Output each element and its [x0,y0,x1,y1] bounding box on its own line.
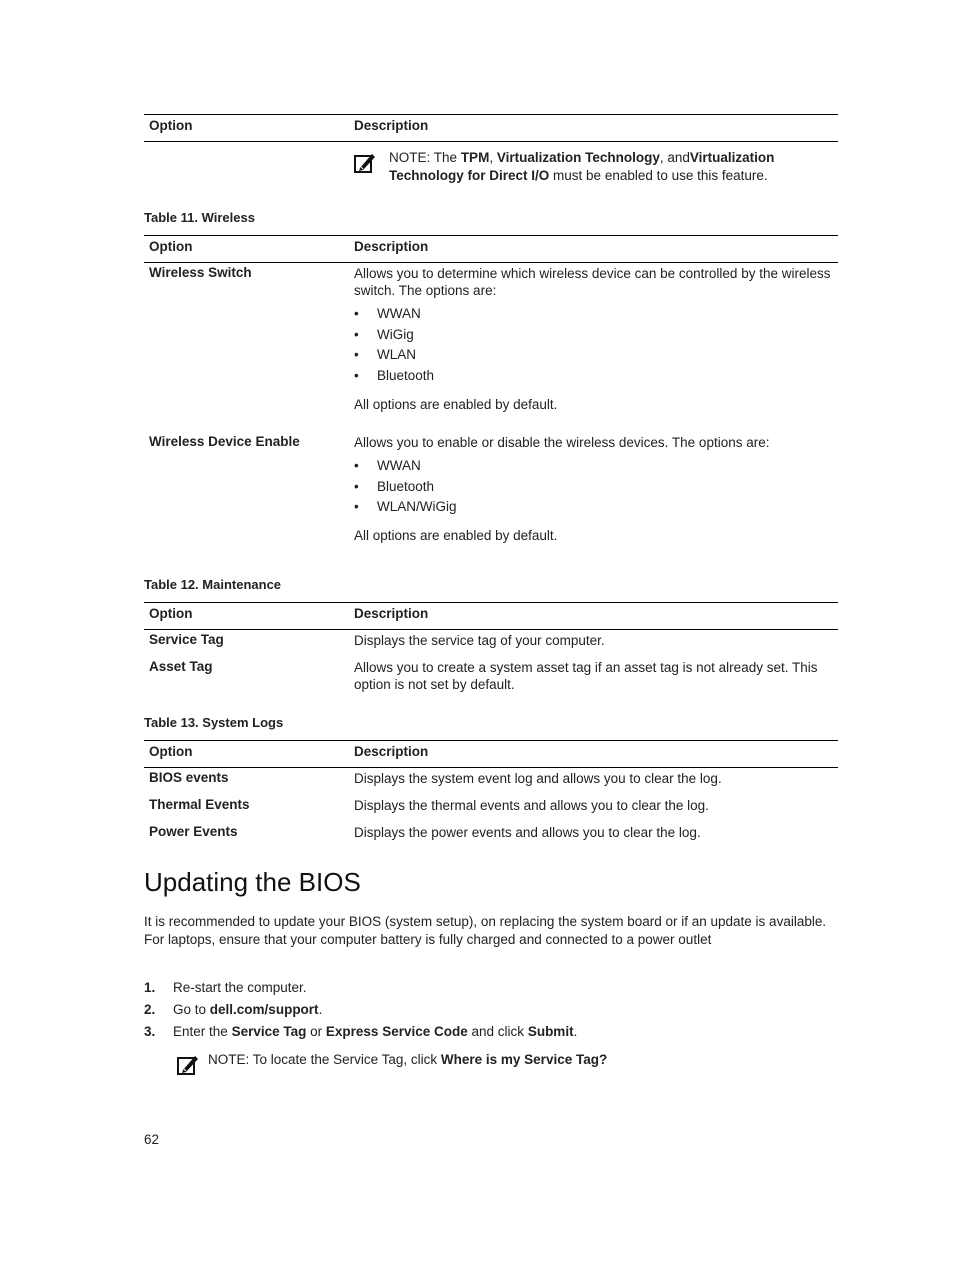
header-description: Description [354,118,429,133]
description-intro: Allows you to determine which wireless device can be controlled by the wireless switch. The options are: [354,266,831,298]
step-text-part: or [310,1024,323,1039]
list-item: • WiGig [354,325,834,346]
note-text-part: , [489,150,494,165]
top-table-header [144,114,838,142]
option-description [354,265,834,413]
top-table [144,114,838,183]
option-description: Displays the system event log and allows you to clear the log. [354,771,722,786]
option-description: Displays the service tag of your computer. [354,633,605,648]
step-text [173,1002,322,1017]
step-text-part: . [573,1024,578,1039]
header-option: Option [149,606,193,621]
note-bold-virtualization: Virtualization [689,150,775,165]
option-description [354,434,834,544]
description-footer: All options are enabled by default. [354,528,558,544]
header-option: Option [149,744,193,759]
option-name: Power Events [149,824,238,839]
step-bold-service-tag: Service Tag [231,1024,307,1039]
header-description: Description [354,239,429,254]
list-item: • WWAN [354,304,834,325]
option-description: Displays the thermal events and allows you to clear the log. [354,798,709,813]
option-name: Wireless Device Enable [149,434,300,449]
step-text: Re-start the computer. [173,980,307,995]
bios-note [208,1052,607,1067]
section-title: Updating the BIOS [144,867,361,897]
step-text-part: Enter the [173,1024,228,1039]
note-bold-tpm: TPM [460,150,490,165]
maintenance-table-header [144,602,838,630]
step-bold-submit: Submit [527,1024,574,1039]
list-item: • WWAN [354,456,834,477]
list-item: • Bluetooth [354,366,834,387]
header-description: Description [354,744,429,759]
step-text-part: . [318,1002,323,1017]
step-text [173,1024,577,1039]
note-label: NOTE: [389,150,431,165]
table-caption-wireless: Table 11. Wireless [144,210,255,225]
option-name: Wireless Switch [149,265,252,280]
note-text-part: The [433,150,458,165]
note-bold-vt: Virtualization Technology [496,150,660,165]
step-text-part: and click [471,1024,525,1039]
step-number: 1. [144,980,156,995]
page-number: 62 [144,1132,160,1147]
header-option: Option [149,239,193,254]
option-name: Thermal Events [149,797,250,812]
note-label: NOTE: [208,1052,250,1067]
option-name: Asset Tag [149,659,213,674]
table-caption-maintenance: Table 12. Maintenance [144,577,282,592]
option-description: Displays the power events and allows you to clear the log. [354,825,701,840]
support-link[interactable]: dell.com/support [209,1002,319,1017]
option-name: Service Tag [149,632,224,647]
description-footer: All options are enabled by default. [354,396,558,412]
step-number: 2. [144,1002,156,1017]
table-caption-system-logs: Table 13. System Logs [144,715,284,730]
service-tag-help-link[interactable]: Where is my Service Tag? [440,1052,608,1067]
description-intro: Allows you to enable or disable the wireless devices. The options are: [354,435,770,450]
wireless-table [144,235,838,544]
step-text-part: Go to [173,1002,207,1017]
list-item: • Bluetooth [354,477,834,498]
note-bold-direct-io: Technology for Direct I/O [389,168,550,183]
system-logs-table-header [144,740,838,768]
note-text [389,149,829,185]
step-number: 3. [144,1024,156,1039]
section-intro: It is recommended to update your BIOS (system setup), on replacing the system board or if an update is available. For laptops, ensure that your computer battery is fully charged and connected to a power outlet [144,914,827,947]
list-item: • WLAN/WiGig [354,497,834,518]
system-logs-table [144,740,838,840]
option-description: Allows you to create a system asset tag if an asset tag is not already set. This option is not set by default. [354,660,818,692]
header-description: Description [354,606,429,621]
pencil-note-icon [354,152,376,174]
note-text-part: , and [659,150,690,165]
list-item: • WLAN [354,345,834,366]
maintenance-table [144,602,838,692]
wireless-table-header [144,235,838,263]
pencil-note-icon [177,1054,199,1076]
option-name: BIOS events [149,770,229,785]
step-bold-express-code: Express Service Code [325,1024,468,1039]
option-list [354,456,834,518]
header-option: Option [149,118,193,133]
note-text: To locate the Service Tag, click [252,1052,438,1067]
option-list [354,304,834,387]
note-text-part: must be enabled to use this feature. [553,168,768,183]
